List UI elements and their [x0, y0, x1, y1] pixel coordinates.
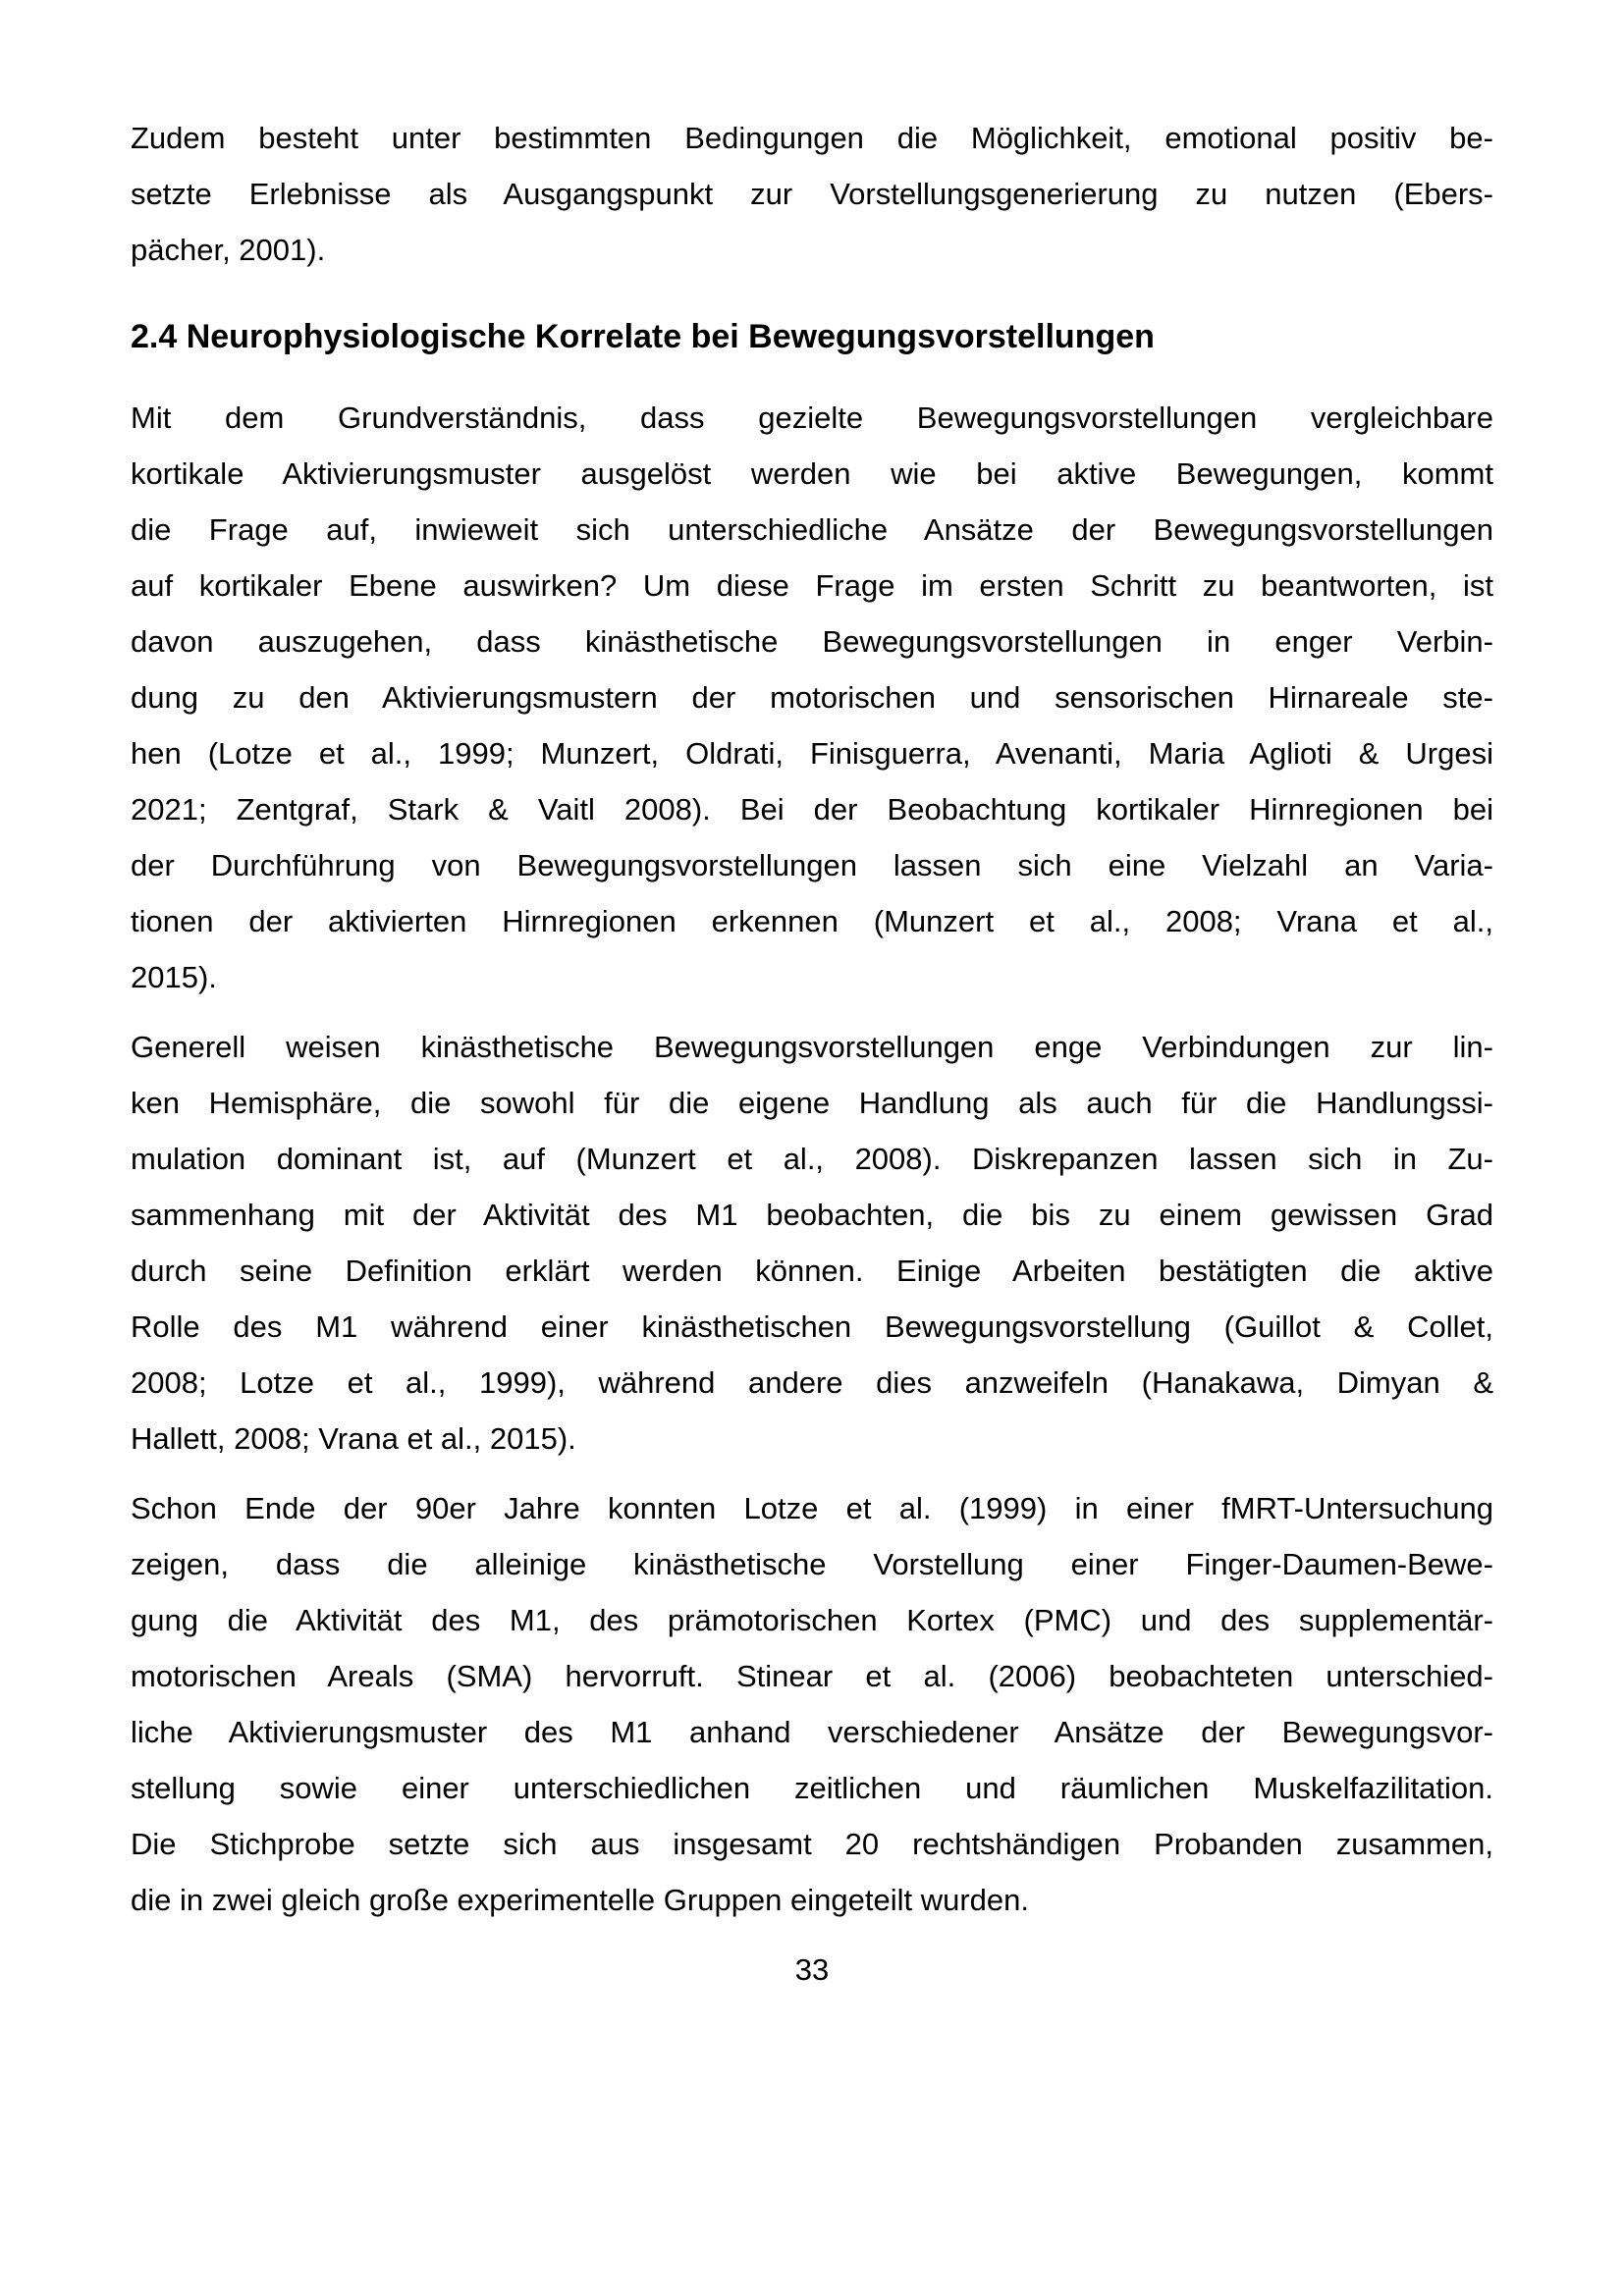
text-line: 2021; Zentgraf, Stark & Vaitl 2008). Bei der Beobachtung kortikaler Hirnregionen bei [131, 792, 1493, 827]
text-line: motorischen Areals (SMA) hervorruft. Stinear et al. (2006) beobachteten unterschied- [131, 1659, 1493, 1693]
section-heading: 2.4 Neurophysiologische Korrelate bei Bewegungsvorstellungen [131, 318, 1155, 355]
text-line: tionen der aktivierten Hirnregionen erkennen (Munzert et al., 2008; Vrana et al., [131, 904, 1493, 938]
page-number: 33 [794, 1952, 830, 1987]
text-line: hen (Lotze et al., 1999; Munzert, Oldrati, Finisguerra, Avenanti, Maria Aglioti & Urgesi [131, 736, 1493, 771]
text-line: gung die Aktivität des M1, des prämotorischen Kortex (PMC) und des supplementär- [131, 1603, 1493, 1637]
text-line: die in zwei gleich große experimentelle Gruppen eingeteilt wurden. [131, 1883, 1030, 1917]
page-content [131, 110, 1493, 1928]
text-line: kortikale Aktivierungsmuster ausgelöst werden wie bei aktive Bewegungen, kommt [131, 456, 1493, 491]
text-line: setzte Erlebnisse als Ausgangspunkt zur Vorstellungsgenerierung zu nutzen (Ebers- [131, 177, 1493, 211]
paragraph-grundverstaendnis [131, 390, 1493, 1005]
text-line: der Durchführung von Bewegungsvorstellungen lassen sich eine Vielzahl an Varia- [131, 848, 1493, 882]
paragraph-hemisphaere [131, 1019, 1493, 1467]
text-line: sammenhang mit der Aktivität des M1 beobachten, die bis zu einem gewissen Grad [131, 1198, 1493, 1232]
text-line: 2008; Lotze et al., 1999), während andere dies anzweifeln (Hanakawa, Dimyan & [131, 1365, 1493, 1400]
text-line: dung zu den Aktivierungsmustern der motorischen und sensorischen Hirnareale ste- [131, 680, 1493, 715]
text-line: davon auszugehen, dass kinästhetische Bewegungsvorstellungen in enger Verbin- [131, 624, 1493, 659]
text-line: Generell weisen kinästhetische Bewegungsvorstellungen enge Verbindungen zur lin- [131, 1030, 1493, 1064]
text-line: durch seine Definition erklärt werden können. Einige Arbeiten bestätigten die aktive [131, 1254, 1493, 1288]
text-line: Mit dem Grundverständnis, dass gezielte Bewegungsvorstellungen vergleichbare [131, 400, 1493, 435]
text-line: mulation dominant ist, auf (Munzert et al., 2008). Diskrepanzen lassen sich in Zu- [131, 1142, 1493, 1176]
text-line: pächer, 2001). [131, 233, 326, 267]
text-line: die Frage auf, inwieweit sich unterschiedliche Ansätze der Bewegungsvorstellungen [131, 512, 1493, 547]
text-line: 2015). [131, 960, 217, 994]
text-line: zeigen, dass die alleinige kinästhetische Vorstellung einer Finger-Daumen-Bewe- [131, 1547, 1493, 1581]
text-line: Zudem besteht unter bestimmten Bedingungen die Möglichkeit, emotional positiv be- [131, 121, 1493, 155]
paragraph-intro [131, 110, 1493, 278]
text-line: Schon Ende der 90er Jahre konnten Lotze et al. (1999) in einer fMRT-Untersuchung [131, 1491, 1493, 1525]
paragraph-lotze-studie [131, 1480, 1493, 1928]
text-line: ken Hemisphäre, die sowohl für die eigene Handlung als auch für die Handlungssi- [131, 1086, 1493, 1120]
text-line: Hallett, 2008; Vrana et al., 2015). [131, 1421, 576, 1456]
text-line: liche Aktivierungsmuster des M1 anhand verschiedener Ansätze der Bewegungsvor- [131, 1715, 1493, 1749]
text-line: auf kortikaler Ebene auswirken? Um diese Frage im ersten Schritt zu beantworten, ist [131, 568, 1493, 603]
text-line: stellung sowie einer unterschiedlichen zeitlichen und räumlichen Muskelfazilitation. [131, 1771, 1493, 1805]
text-line: Rolle des M1 während einer kinästhetischen Bewegungsvorstellung (Guillot & Collet, [131, 1309, 1493, 1344]
text-line: Die Stichprobe setzte sich aus insgesamt 20 rechtshändigen Probanden zusammen, [131, 1827, 1493, 1861]
